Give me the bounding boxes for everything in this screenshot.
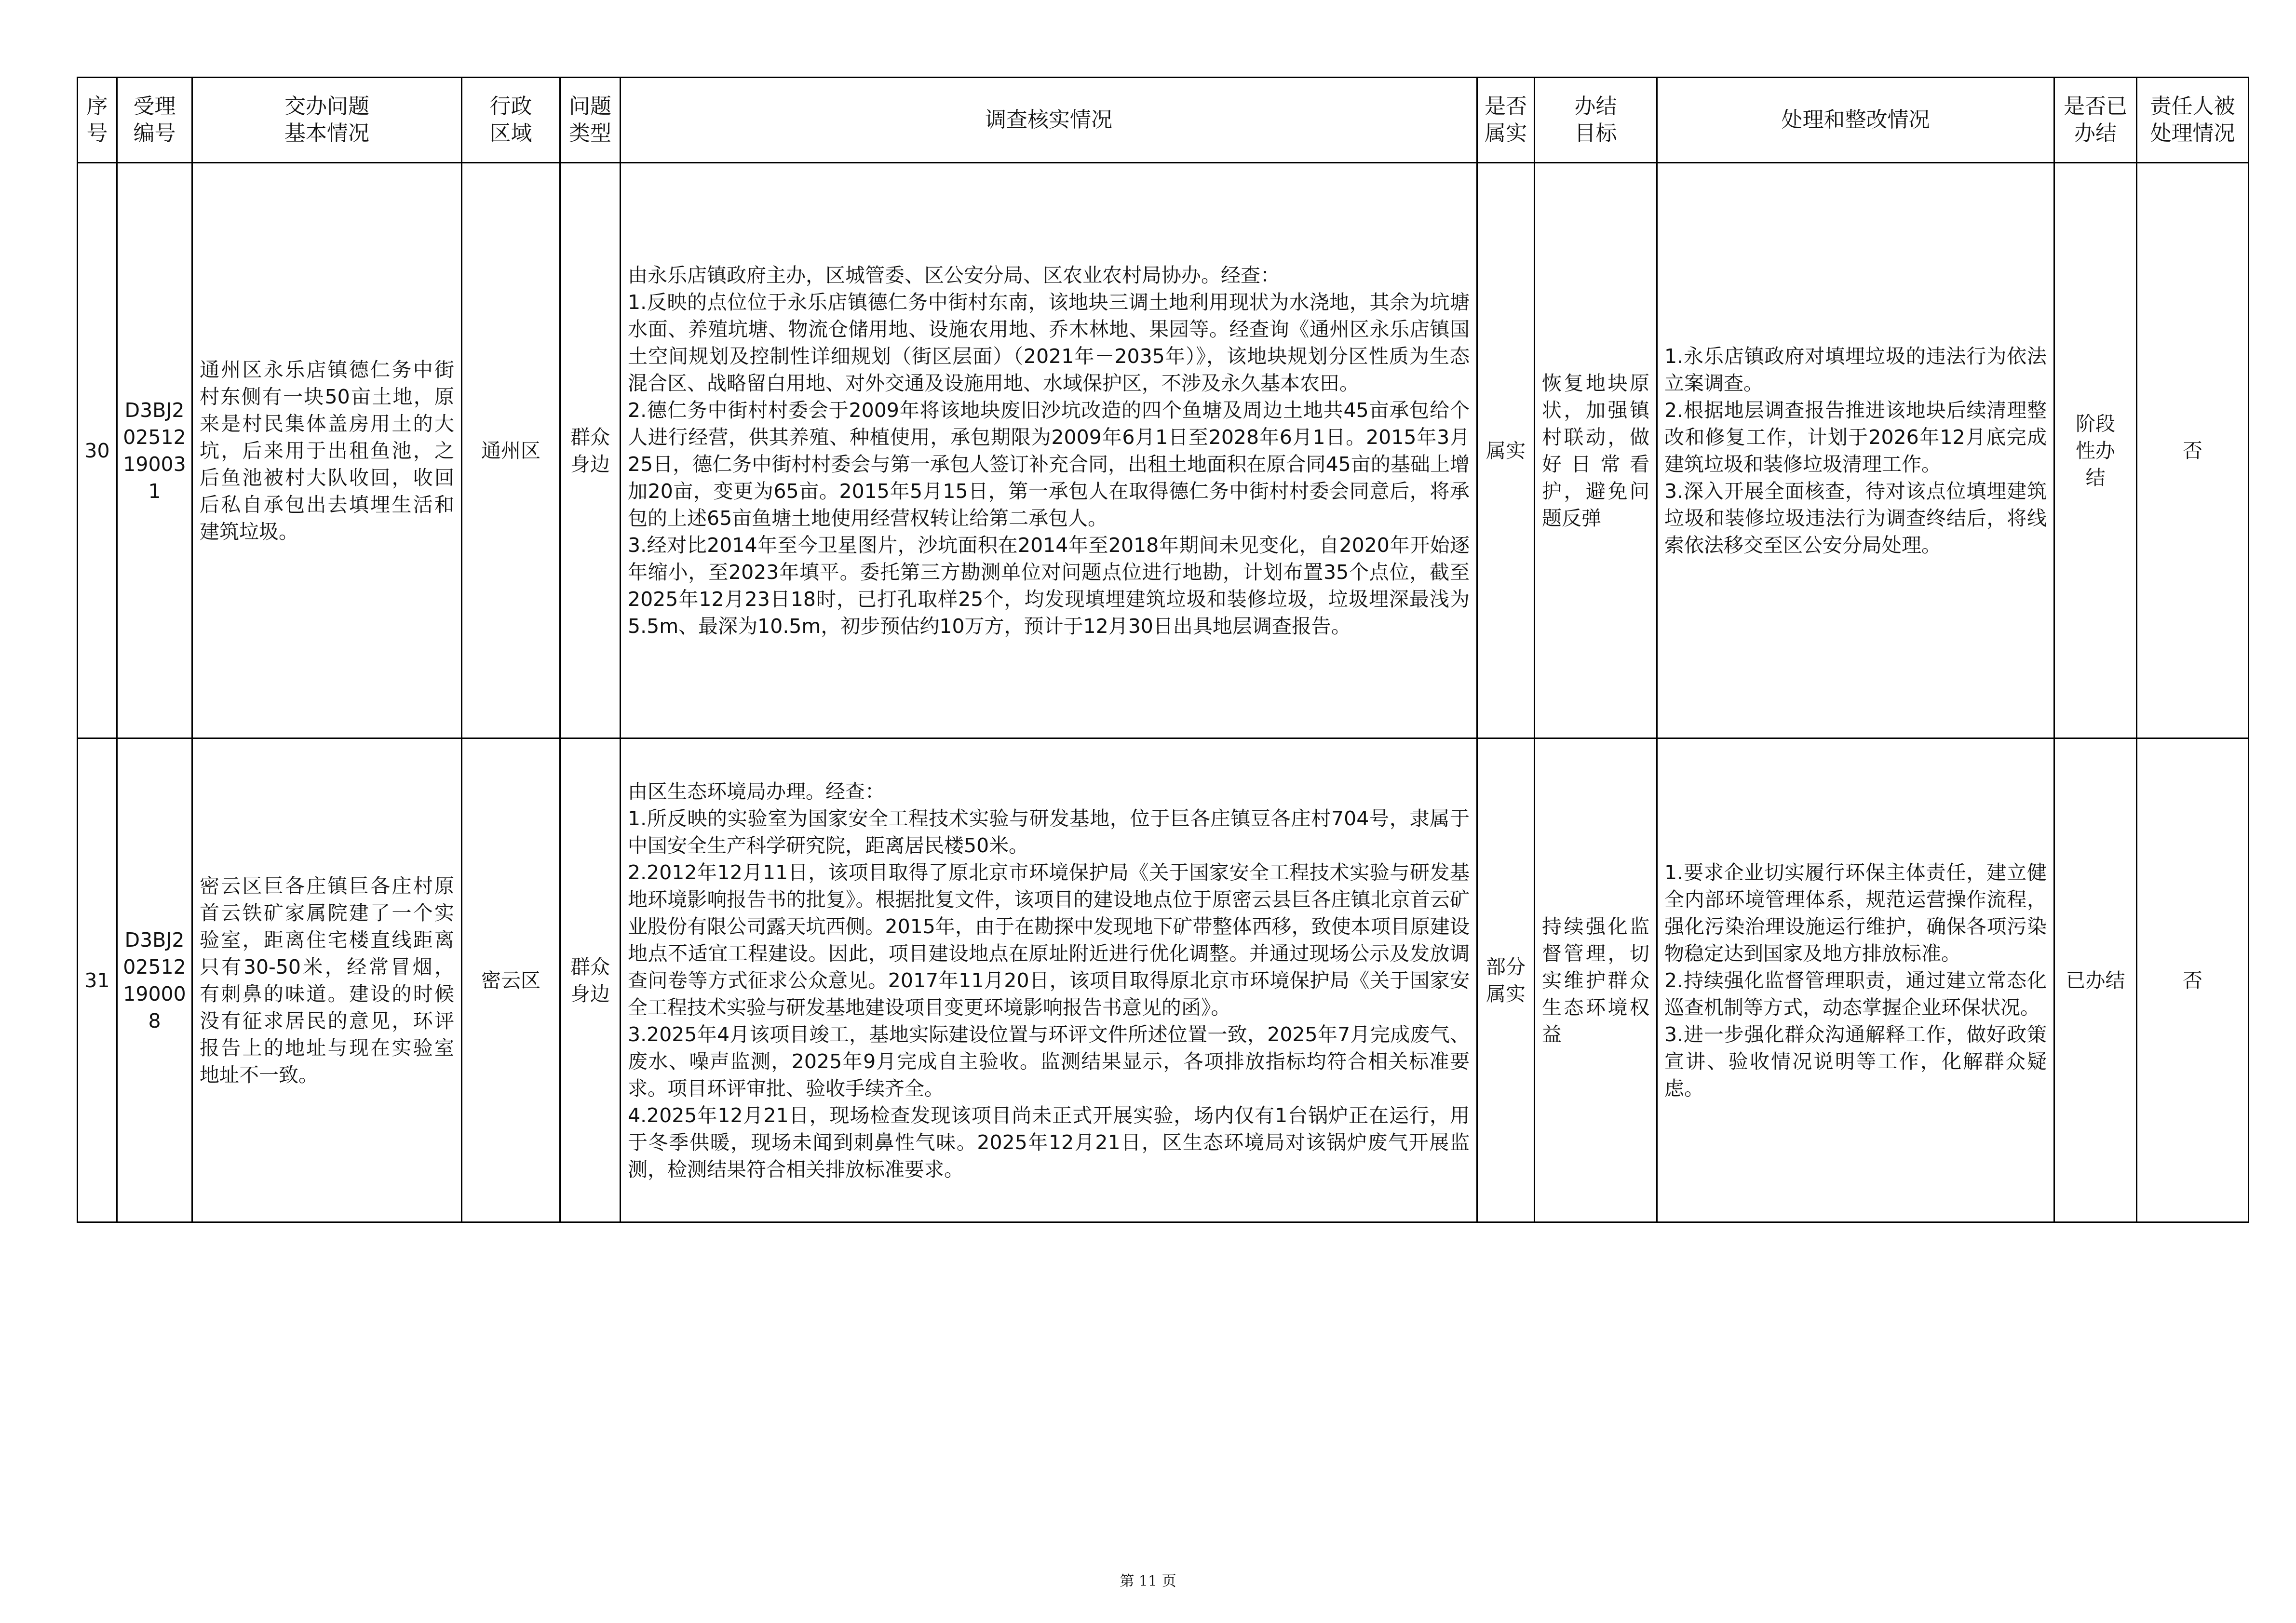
header-id: 受理 编号 [117, 78, 192, 163]
header-done: 是否已 办结 [2054, 78, 2137, 163]
cell-investigation: 由永乐店镇政府主办，区城管委、区公安分局、区农业农村局协办。经查： 1.反映的点位位于永乐店镇德仁务中街村东南，该地块三调土地利用现状为水浇地，其余为坑塘水面、养殖坑塘、物流仓储用地、设施农用地、乔木林地、果园等。经查询《通州区永乐店镇国土空间规划及控制性详细规划（街区层面）（2021年－2035年）》，该地块规划分区性质为生态混合区、战略留白用地、对外交通及设施用地、水域保护区，不涉及永久基本农田。 2.德仁务中街村村委会于2009年将该地块废旧沙坑改造的四个鱼塘及周边土地共45亩承包给个人进行经营，供其养殖、种植使用，承包期限为2009年6月1日至2028年6月1日。2015年3月25日，德仁务中街村村委会与第一承包人签订补充合同，出租土地面积在原合同45亩的基础上增加20亩，变更为65亩。2015年5月15日，第一承包人在取得德仁务中街村村委会同意后，将承包的上述65亩鱼塘土地使用经营权转让给第二承包人。 3.经对比2014年至今卫星图片，沙坑面积在2014年至2018年期间未见变化，自2020年开始逐年缩小，至2023年填平。委托第三方勘测单位对问题点位进行地勘，计划布置35个点位，截至2025年12月23日18时，已打孔取样25个，均发现填埋建筑垃圾和装修垃圾，垃圾埋深最浅为5.5m、最深为10.5m，初步预估约10万方，预计于12月30日出具地层调查报告。 [621, 163, 1477, 738]
cell-handling: 1.永乐店镇政府对填埋垃圾的违法行为依法立案调查。 2.根据地层调查报告推进该地块后续清理整改和修复工作，计划于2026年12月底完成建筑垃圾和装修垃圾清理工作。 3.深入开展全面核查，待对该点位填埋建筑垃圾和装修垃圾违法行为调查终结后，将线索依法移交至区公安分局处理。 [1657, 163, 2054, 738]
cell-goal: 恢复地块原状，加强镇村联动，做好日常看护，避免问题反弹 [1535, 163, 1657, 738]
header-goal: 办结 目标 [1535, 78, 1657, 163]
cell-punish: 否 [2137, 163, 2249, 738]
cell-handling: 1.要求企业切实履行环保主体责任，建立健全内部环境管理体系，规范运营操作流程，强化污染治理设施运行维护，确保各项污染物稳定达到国家及地方排放标准。 2.持续强化监督管理职责，通过建立常态化巡查机制等方式，动态掌握企业环保状况。 3.进一步强化群众沟通解释工作，做好政策宣讲、验收情况说明等工作，化解群众疑虑。 [1657, 738, 2054, 1222]
cell-investigation: 由区生态环境局办理。经查： 1.所反映的实验室为国家安全工程技术实验与研发基地，位于巨各庄镇豆各庄村704号，隶属于中国安全生产科学研究院，距离居民楼50米。 2.2012年12月11日，该项目取得了原北京市环境保护局《关于国家安全工程技术实验与研发基地环境影响报告书的批复》。根据批复文件，该项目的建设地点位于原密云县巨各庄镇北京首云矿业股份有限公司露天坑西侧。2015年，由于在勘探中发现地下矿带整体西移，致使本项目原建设地点不适宜工程建设。因此，项目建设地点在原址附近进行优化调整。并通过现场公示及发放调查问卷等方式征求公众意见。2017年11月20日，该项目取得原北京市环境保护局《关于国家安全工程技术实验与研发基地建设项目变更环境影响报告书意见的函》。 3.2025年4月该项目竣工，基地实际建设位置与环评文件所述位置一致，2025年7月完成废气、废水、噪声监测，2025年9月完成自主验收。监测结果显示，各项排放指标均符合相关标准要求。项目环评审批、验收手续齐全。 4.2025年12月21日，现场检查发现该项目尚未正式开展实验，场内仅有1台锅炉正在运行，用于冬季供暖，现场未闻到刺鼻性气味。2025年12月21日，区生态环境局对该锅炉废气开展监测，检测结果符合相关排放标准要求。 [621, 738, 1477, 1222]
header-issue: 交办问题 基本情况 [192, 78, 462, 163]
cell-issue: 通州区永乐店镇德仁务中街村东侧有一块50亩土地，原来是村民集体盖房用土的大坑，后来用于出租鱼池，之后鱼池被村大队收回，收回后私自承包出去填埋生活和建筑垃圾。 [192, 163, 462, 738]
cell-done: 已办结 [2054, 738, 2137, 1222]
header-district: 行政 区域 [462, 78, 560, 163]
cell-true: 属实 [1477, 163, 1535, 738]
cell-type: 群众身边 [560, 163, 621, 738]
cell-district: 密云区 [462, 738, 560, 1222]
cell-done: 阶段性办结 [2054, 163, 2137, 738]
cell-true: 部分属实 [1477, 738, 1535, 1222]
header-investigation: 调查核实情况 [621, 78, 1477, 163]
cell-issue: 密云区巨各庄镇巨各庄村原首云铁矿家属院建了一个实验室，距离住宅楼直线距离只有30-50米，经常冒烟，有刺鼻的味道。建设的时候没有征求居民的意见，环评报告上的地址与现在实验室地址不一致。 [192, 738, 462, 1222]
cell-goal: 持续强化监督管理，切实维护群众生态环境权益 [1535, 738, 1657, 1222]
header-true: 是否 属实 [1477, 78, 1535, 163]
header-punish: 责任人被 处理情况 [2137, 78, 2249, 163]
cell-no: 31 [78, 738, 117, 1222]
complaint-table [77, 77, 2249, 1223]
cell-district: 通州区 [462, 163, 560, 738]
table-row [78, 163, 2249, 738]
page-number: 第 11 页 [1120, 1573, 1176, 1590]
header-type: 问题 类型 [560, 78, 621, 163]
header-handling: 处理和整改情况 [1657, 78, 2054, 163]
table-row [78, 738, 2249, 1222]
header-row [78, 78, 2249, 163]
header-no: 序号 [78, 78, 117, 163]
cell-id: D3BJ202512190008 [117, 738, 192, 1222]
cell-type: 群众身边 [560, 738, 621, 1222]
cell-punish: 否 [2137, 738, 2249, 1222]
cell-no: 30 [78, 163, 117, 738]
cell-id: D3BJ202512190031 [117, 163, 192, 738]
